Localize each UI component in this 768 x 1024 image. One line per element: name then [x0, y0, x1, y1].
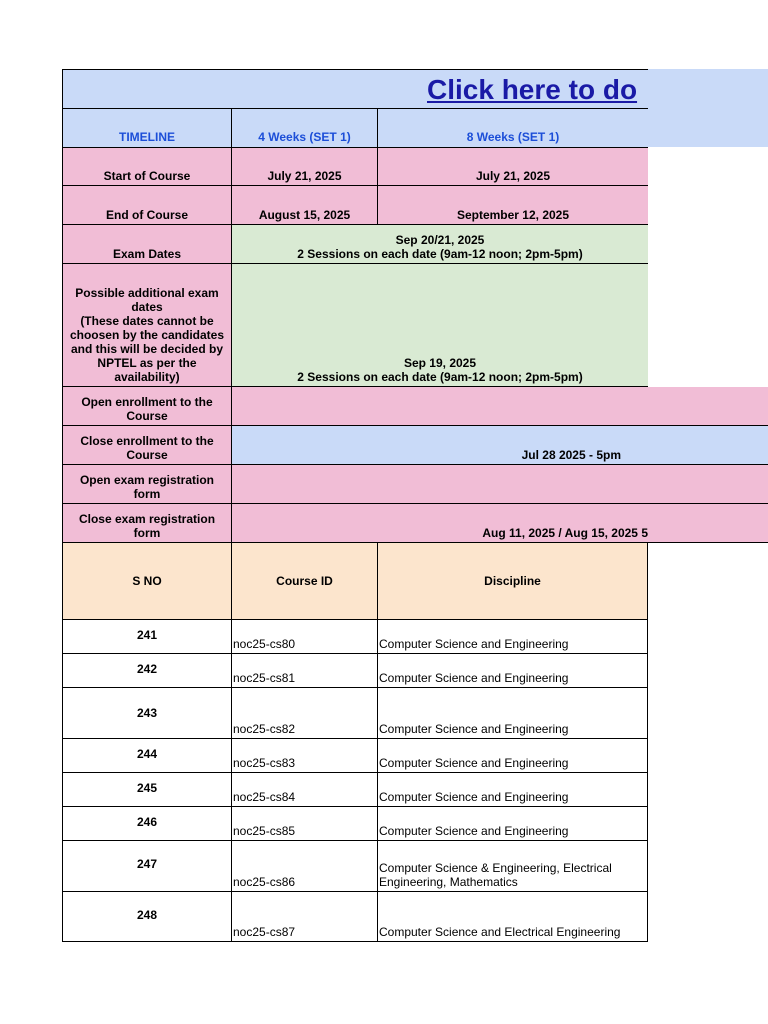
table-row	[62, 688, 232, 739]
sno-cell: 241	[136, 628, 158, 642]
course-id-cell: noc25-cs82	[232, 688, 378, 739]
course-id-cell: noc25-cs83	[232, 739, 378, 773]
timeline-label: TIMELINE	[119, 130, 175, 144]
header-banner	[62, 69, 648, 109]
table-row	[62, 620, 232, 654]
end-4w: August 15, 2025	[232, 186, 378, 225]
table-row	[62, 654, 232, 688]
table-row	[62, 841, 232, 892]
sno-cell: 242	[136, 662, 158, 676]
sno-cell: 245	[136, 781, 158, 795]
label-4-weeks: 4 Weeks (SET 1)	[258, 130, 351, 144]
table-row	[62, 807, 232, 841]
table-row	[62, 739, 232, 773]
row-additional-label: Possible additional exam dates (These dates cannot be choosen by the candidates and this will be decided by NPTEL as per the availability)	[62, 264, 232, 387]
label-8-weeks: 8 Weeks (SET 1)	[466, 130, 560, 144]
table-row	[62, 892, 232, 942]
col-header-discipline: Discipline	[378, 543, 648, 620]
sno-cell: 243	[136, 706, 158, 720]
row-exam-label: Exam Dates	[62, 225, 232, 264]
open-enroll-value	[232, 387, 768, 426]
sno-cell: 247	[136, 857, 158, 871]
course-id-cell: noc25-cs81	[232, 654, 378, 688]
exam-dates-value: Sep 20/21, 2025 2 Sessions on each date (9am-12 noon; 2pm-5pm)	[232, 225, 648, 264]
row-start-label: Start of Course	[62, 148, 232, 186]
discipline-cell: Computer Science and Electrical Engineering	[378, 892, 648, 942]
sno-cell: 248	[136, 908, 158, 922]
discipline-cell: Computer Science and Engineering	[378, 688, 648, 739]
table-row	[62, 773, 232, 807]
course-id-cell: noc25-cs84	[232, 773, 378, 807]
start-8w: July 21, 2025	[378, 148, 648, 186]
additional-exam-value: Sep 19, 2025 2 Sessions on each date (9am-12 noon; 2pm-5pm)	[232, 264, 648, 387]
discipline-cell: Computer Science and Engineering	[378, 620, 648, 654]
course-id-cell: noc25-cs86	[232, 841, 378, 892]
row-end-label: End of Course	[62, 186, 232, 225]
open-exam-value	[232, 465, 768, 504]
discipline-cell: Computer Science and Engineering	[378, 739, 648, 773]
discipline-cell: Computer Science and Engineering	[378, 654, 648, 688]
header-4-weeks	[232, 109, 378, 148]
header-8-weeks	[378, 109, 648, 148]
discipline-cell: Computer Science & Engineering, Electrical Engineering, Mathematics	[378, 841, 648, 892]
sno-cell: 244	[136, 747, 158, 761]
discipline-cell: Computer Science and Engineering	[378, 807, 648, 841]
course-id-cell: noc25-cs87	[232, 892, 378, 942]
start-4w: July 21, 2025	[232, 148, 378, 186]
close-exam-value: Aug 11, 2025 / Aug 15, 2025 5	[232, 504, 768, 543]
col-header-course-id: Course ID	[232, 543, 378, 620]
col-header-sno: S NO	[62, 543, 232, 620]
row-open-enroll-label: Open enrollment to the Course	[62, 387, 232, 426]
discipline-cell: Computer Science and Engineering	[378, 773, 648, 807]
sno-cell: 246	[136, 815, 158, 829]
end-8w: September 12, 2025	[378, 186, 648, 225]
header-banner-bg	[648, 69, 768, 147]
course-id-cell: noc25-cs80	[232, 620, 378, 654]
download-link[interactable]: Click here to do	[427, 74, 638, 105]
close-enroll-value: Jul 28 2025 - 5pm	[232, 426, 768, 465]
course-id-cell: noc25-cs85	[232, 807, 378, 841]
row-close-exam-label: Close exam registration form	[62, 504, 232, 543]
row-open-exam-label: Open exam registration form	[62, 465, 232, 504]
row-close-enroll-label: Close enrollment to the Course	[62, 426, 232, 465]
timeline-header	[62, 109, 232, 148]
